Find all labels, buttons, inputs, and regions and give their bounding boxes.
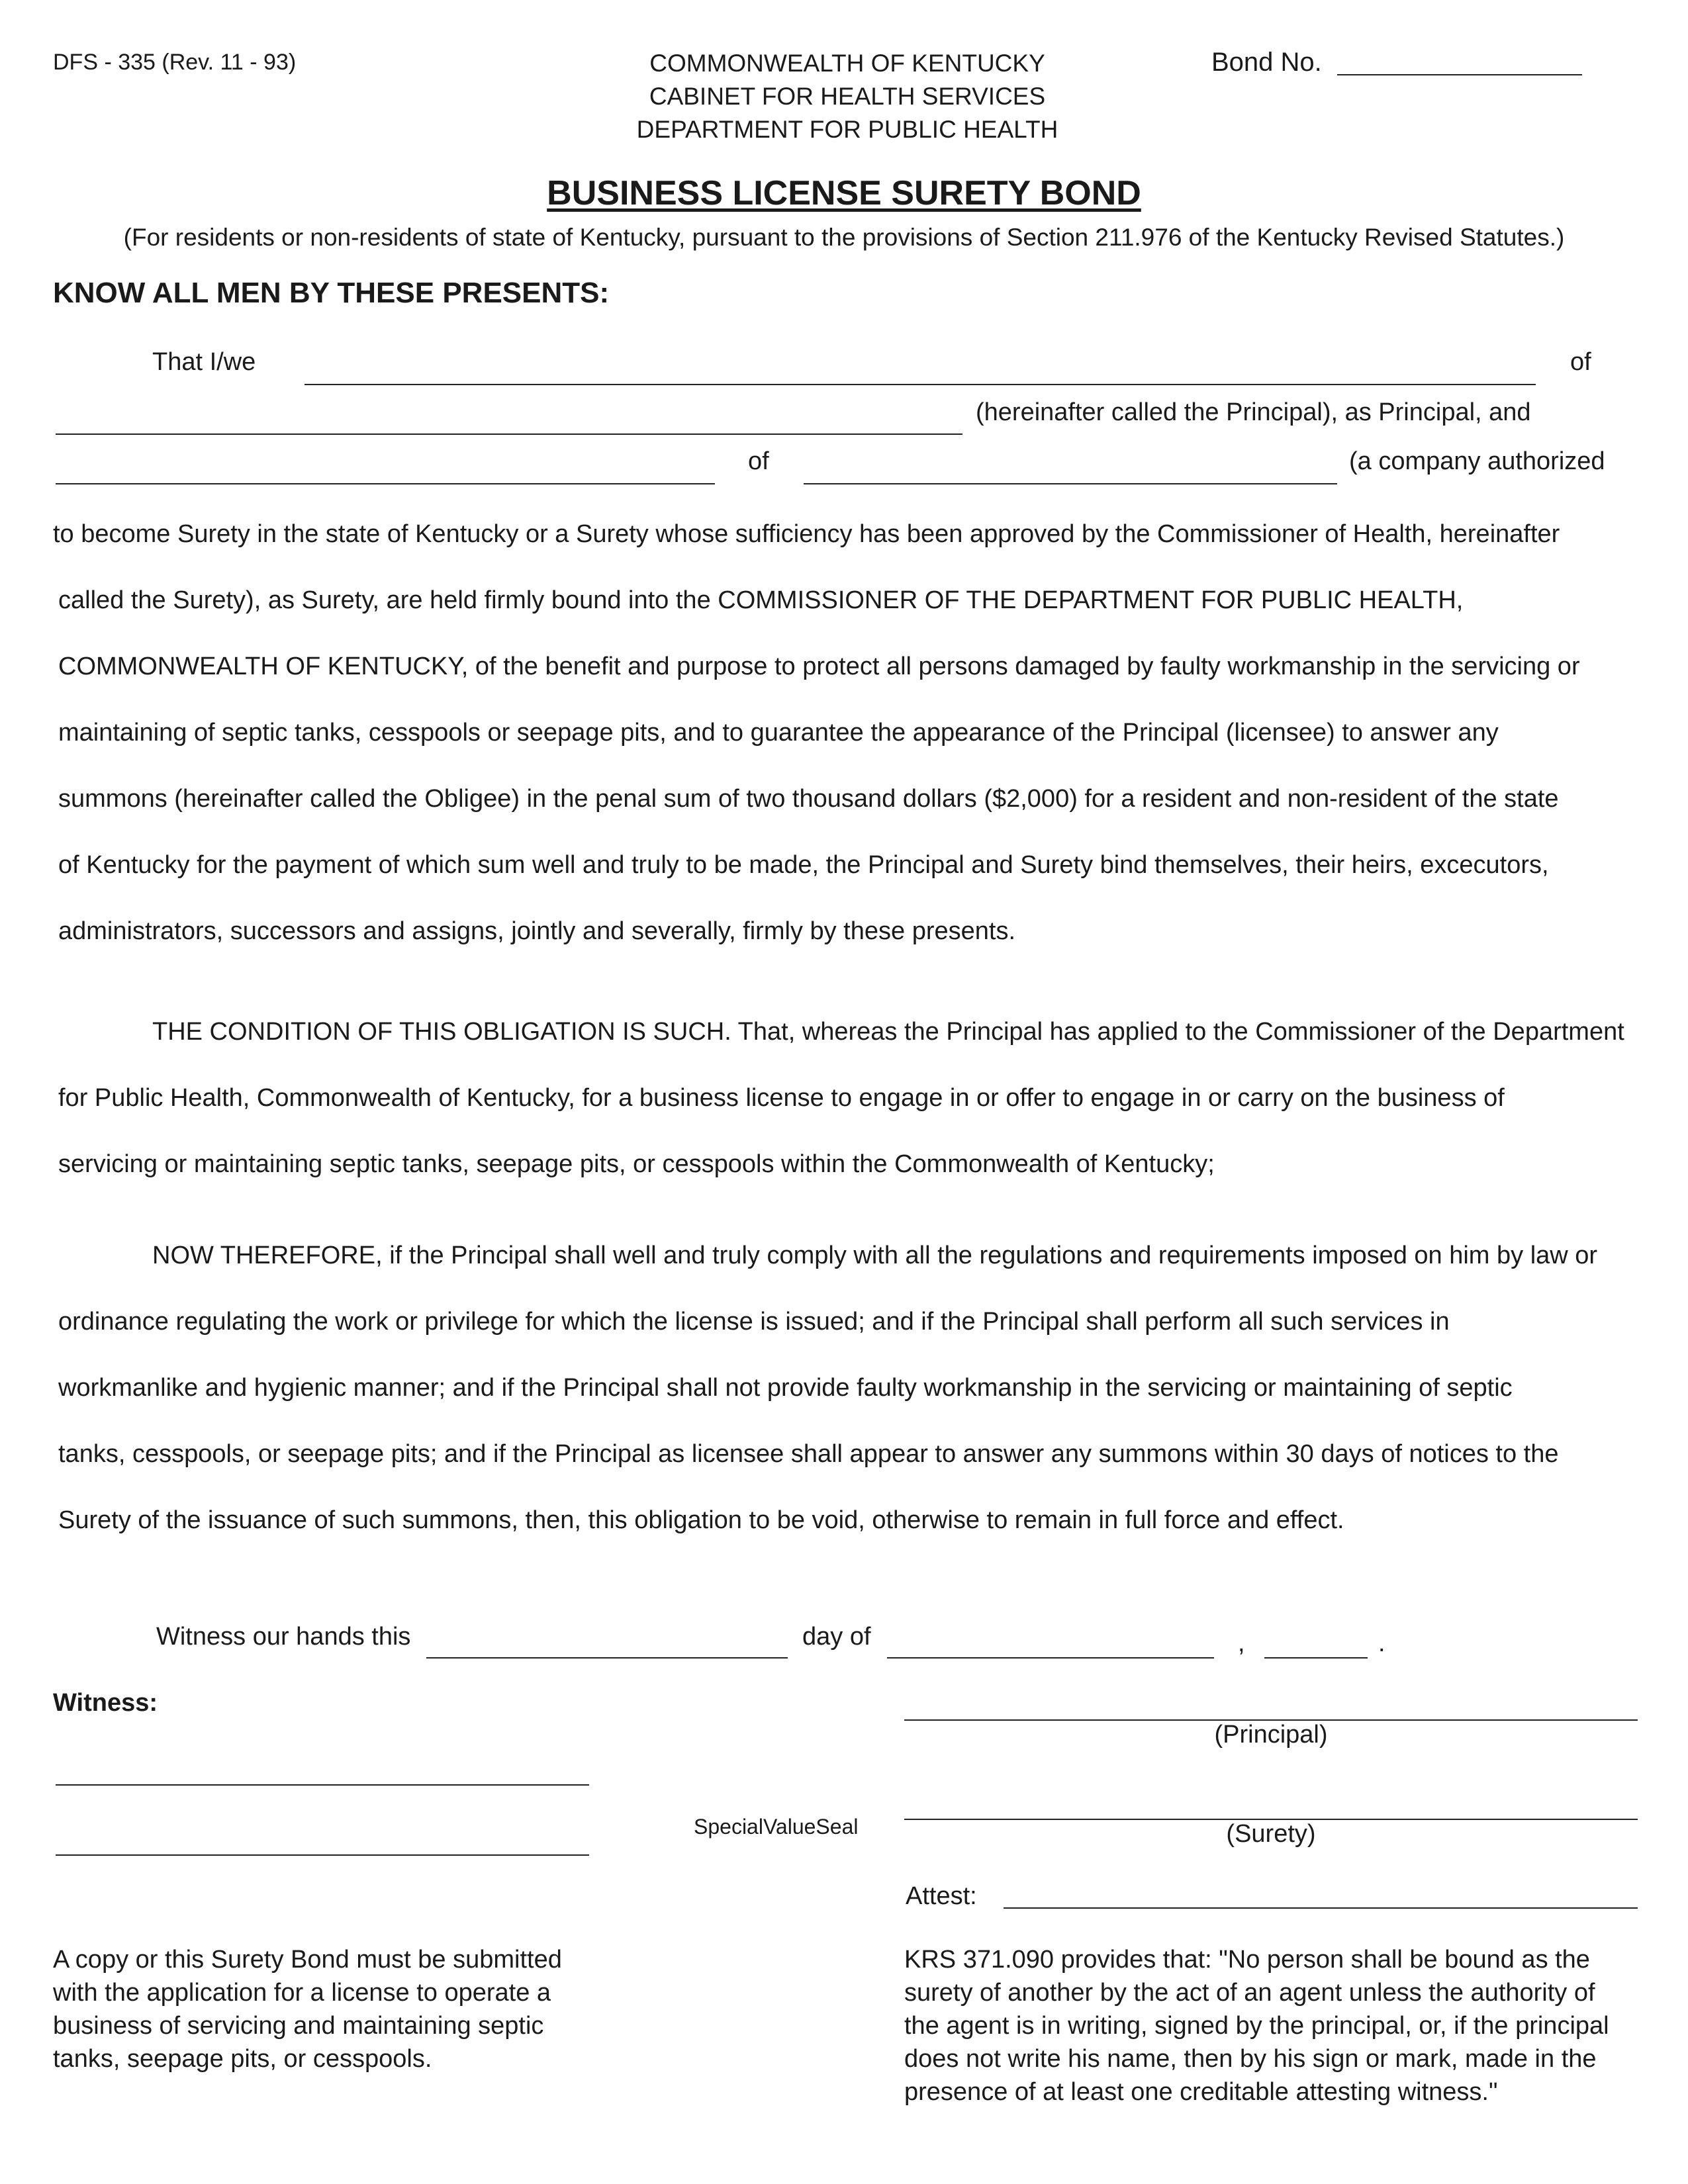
submission-note-line: with the application for a license to operate a: [53, 1979, 551, 2007]
paragraph-3-line: ordinance regulating the work or privilege for which the license is issued; and if the Principal shall perform all such services in: [58, 1308, 1450, 1336]
month-field[interactable]: [887, 1631, 1214, 1659]
paragraph-1-line: summons (hereinafter called the Obligee) in the penal sum of two thousand dollars ($2,000) for a resident and non-resident of the state: [58, 785, 1559, 813]
principal-name-field[interactable]: [305, 357, 1536, 385]
bond-no-field[interactable]: [1337, 48, 1582, 75]
witness-signature-1[interactable]: [56, 1758, 589, 1786]
surety-address-field[interactable]: [804, 457, 1337, 484]
krs-note: [904, 1943, 1609, 2109]
paragraph-3-line: tanks, cesspools, or seepage pits; and if the Principal as licensee shall appear to answer any summons within 30 days of notices to the: [58, 1440, 1559, 1468]
day-of-label: day of: [802, 1623, 871, 1651]
agency-line-2: CABINET FOR HEALTH SERVICES: [649, 83, 1046, 110]
agency-line-3: DEPARTMENT FOR PUBLIC HEALTH: [636, 116, 1058, 143]
form-number: DFS - 335 (Rev. 11 - 93): [53, 50, 297, 75]
surety-signature-field[interactable]: [904, 1792, 1638, 1820]
paragraph-1-line: COMMONWEALTH OF KENTUCKY, of the benefit and purpose to protect all persons damaged by faulty workmanship in the servicing or: [58, 653, 1580, 680]
paragraph-3-line: workmanlike and hygienic manner; and if the Principal shall not provide faulty workmanship in the servicing or maintaining of septic: [58, 1374, 1513, 1402]
know-all-heading: KNOW ALL MEN BY THESE PRESENTS:: [53, 277, 610, 309]
paragraph-1-line: administrators, successors and assigns, jointly and severally, firmly by these presents.: [58, 917, 1016, 945]
of-label-2: of: [748, 447, 769, 475]
surety-signature-label: (Surety): [1226, 1820, 1316, 1848]
witness-hands-label: Witness our hands this: [156, 1623, 411, 1651]
that-label: That I/we: [152, 348, 256, 376]
paragraph-1-line: to become Surety in the state of Kentucky or a Surety whose sufficiency has been approved by the Commissioner of Health, hereinafter: [53, 520, 1560, 548]
principal-address-field[interactable]: [56, 407, 962, 435]
surety-name-field[interactable]: [56, 457, 715, 484]
principal-signature-label: (Principal): [1214, 1721, 1328, 1749]
comma-mark: ,: [1238, 1629, 1245, 1657]
paragraph-2-line: for Public Health, Commonwealth of Kentucky, for a business license to engage in or offer to engage in or carry on the business of: [58, 1084, 1505, 1112]
year-field[interactable]: [1264, 1631, 1368, 1659]
krs-note-line: presence of at least one creditable attesting witness.": [904, 2078, 1498, 2106]
krs-note-line: the agent is in writing, signed by the principal, or, if the principal: [904, 2012, 1609, 2040]
krs-note-line: surety of another by the act of an agent unless the authority of: [904, 1979, 1595, 2007]
attest-label: Attest:: [906, 1882, 977, 1910]
paragraph-2-line: THE CONDITION OF THIS OBLIGATION IS SUCH. That, whereas the Principal has applied to the Commissioner of the Department: [152, 1018, 1624, 1046]
principal-signature-field[interactable]: [904, 1693, 1638, 1721]
attest-signature-field[interactable]: [1004, 1881, 1638, 1909]
of-label-1: of: [1570, 348, 1591, 376]
paragraph-1-line: called the Surety), as Surety, are held firmly bound into the COMMISSIONER OF THE DEPARTMENT FOR PUBLIC HEALTH,: [58, 586, 1464, 614]
seal-placeholder: SpecialValueSeal: [694, 1815, 859, 1839]
paragraph-3-line: NOW THEREFORE, if the Principal shall well and truly comply with all the regulations and requirements imposed on him by law or: [152, 1242, 1598, 1269]
paragraph-3-line: Surety of the issuance of such summons, then, this obligation to be void, otherwise to remain in full force and effect.: [58, 1506, 1344, 1534]
krs-note-line: does not write his name, then by his sign or mark, made in the: [904, 2045, 1597, 2073]
day-field[interactable]: [426, 1631, 788, 1659]
document-title: BUSINESS LICENSE SURETY BOND: [547, 174, 1141, 212]
paragraph-2-line: servicing or maintaining septic tanks, seepage pits, or cesspools within the Commonwealth of Kentucky;: [58, 1150, 1215, 1178]
paragraph-1-line: maintaining of septic tanks, cesspools or seepage pits, and to guarantee the appearance of the Principal (licensee) to answer any: [58, 719, 1499, 747]
submission-note-line: tanks, seepage pits, or cesspools.: [53, 2045, 432, 2073]
paragraph-1-line: of Kentucky for the payment of which sum well and truly to be made, the Principal and Surety bind themselves, their heirs, excecutors,: [58, 851, 1549, 879]
agency-line-1: COMMONWEALTH OF KENTUCKY: [649, 50, 1045, 77]
company-label: (a company authorized: [1349, 447, 1605, 475]
principal-label: (hereinafter called the Principal), as Principal, and: [976, 398, 1531, 426]
document-subtitle: (For residents or non-residents of state of Kentucky, pursuant to the provisions of Section 211.976 of the Kentucky Revised Statutes.): [123, 224, 1565, 251]
krs-note-line: KRS 371.090 provides that: "No person shall be bound as the: [904, 1946, 1590, 1974]
witness-signature-2[interactable]: [56, 1828, 589, 1856]
submission-note-line: business of servicing and maintaining septic: [53, 2012, 544, 2040]
submission-note: [53, 1943, 562, 2075]
bond-no-label: Bond No.: [1211, 48, 1322, 77]
witness-label: Witness:: [53, 1689, 158, 1717]
submission-note-line: A copy or this Surety Bond must be submitted: [53, 1946, 562, 1974]
period-mark: .: [1378, 1629, 1385, 1657]
